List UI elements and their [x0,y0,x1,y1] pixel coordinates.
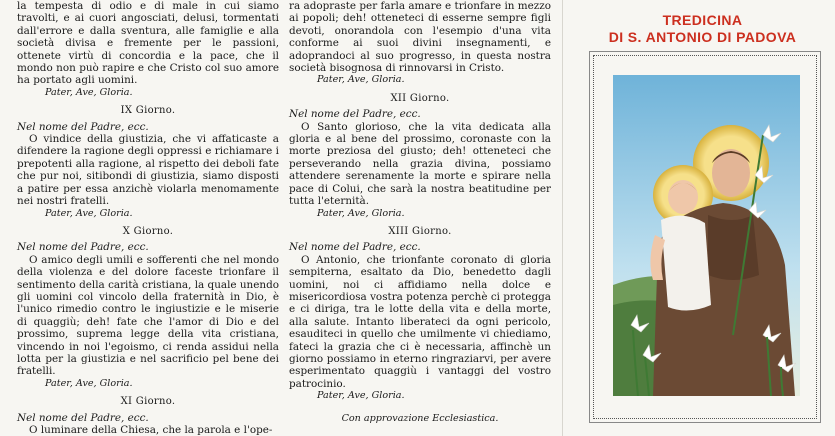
intro-paragraph: ra adopraste per farla amare e trionfare in mezzo ai popoli; deh! otteneteci di esserne sempre figli devoti, onorandola con l'esempio d'una vita conforme ai suoi divini insegnamenti, e adoprandoci al suo progresso, in questa nostra società bisognosa di rinnovarsi in Cristo. [289,0,551,75]
child-face [668,180,698,214]
left-text-column [17,0,279,436]
prayer-line: Pater, Ave, Gloria. [45,86,133,98]
day-xii-text: O Santo glorioso, che la vita dedicata alla gloria e al bene del prossimo, coronaste con la morte preziosa del giusto; deh! otteneteci che perseverando nella grazia divina, possiamo attendere serenamente la morte e spirare nella pace di Colui, che sarà la nostra beatitudine per tutta l'eternità. [289,120,551,208]
day-ix-heading: IX Giorno. [120,105,176,117]
cover-subtitle: DI S. ANTONIO DI PADOVA [608,29,797,45]
day-xiii-heading: XIII Giorno. [388,225,452,237]
invocation: Nel nome del Padre, ecc. [289,241,421,254]
intro-paragraph: la tempesta di odio e di male in cui siamo travolti, e ai cuori angosciati, delusi, tormentati dall'errore e dalla sventura, alle famiglie e alla società divisa e fremente per le passioni, ottenete virtù di concordia e la pace, che il mondo non può rapire e che Cristo col suo amore ha portato agli uomini. [17,0,279,87]
day-ix-text: O vindice della giustizia, che vi affaticaste a difendere la ragione degli oppressi e richiamare i prepotenti alla ragione, al rispetto dei deboli fate che pur noi, sitibondi di giustizia, siamo disposti a patire per essa anzichè violarla menomamente nei nostri fratelli. [17,133,279,208]
child-body [661,216,711,311]
day-xiii-text: O Antonio, che trionfante coronato di gloria sempiterna, esaltato da Dio, benedetto dagli uomini, noi ci affidiamo nella dolce e misericordiosa vostra potenza perchè ci protegga e ci diriga, tra le lotte della vita e della morte, alla salute. Intanto liberateci da ogni pericolo, esauditeci in quello che umilmente vi chiediamo, fateci la grazia che ci è necessaria, affinchè un giorno possiamo in eterno ringraziarvi, per avere esperimentato quaggiù i vantaggi del vostro patrocinio. [289,253,551,390]
page-fold-divider [562,0,563,436]
prayer-line: Pater, Ave, Gloria. [317,390,405,402]
day-x-text: O amico degli umili e sofferenti che nel mondo della violenza e del dolore faceste trionfare il sentimento della carità cristiana, la quale unendo gli uomini col vincolo della fraternità in Dio, è l'unico rimedio contro le ingiustizie e le miserie di quaggiù; deh! fate che l'amor di Dio e del prossimo, suprema legge della vita cristiana, vincendo in noi l'egoismo, ci renda assidui nella lotta per la giustizia e nel sacrificio pel bene dei fratelli. [17,253,279,378]
ecclesiastical-approval: Con approvazione Ecclesiastica. [341,412,499,424]
invocation: Nel nome del Padre, ecc. [17,120,149,133]
saint-anthony-holy-card-image [613,75,800,396]
day-xi-heading: XI Giorno. [120,396,176,408]
invocation: Nel nome del Padre, ecc. [17,241,149,254]
prayer-line: Pater, Ave, Gloria. [317,74,405,86]
cover-title: TREDICINA [662,12,743,28]
invocation: Nel nome del Padre, ecc. [17,411,149,424]
prayer-line: Pater, Ave, Gloria. [317,207,405,219]
day-xi-text: O luminare della Chiesa, che la parola e l'ope- [29,424,273,436]
day-xii-heading: XII Giorno. [390,92,450,104]
prayer-line: Pater, Ave, Gloria. [45,207,133,219]
day-x-heading: X Giorno. [122,225,174,237]
middle-text-column [289,0,551,425]
prayer-line: Pater, Ave, Gloria. [45,377,133,389]
invocation: Nel nome del Padre, ecc. [289,108,421,121]
